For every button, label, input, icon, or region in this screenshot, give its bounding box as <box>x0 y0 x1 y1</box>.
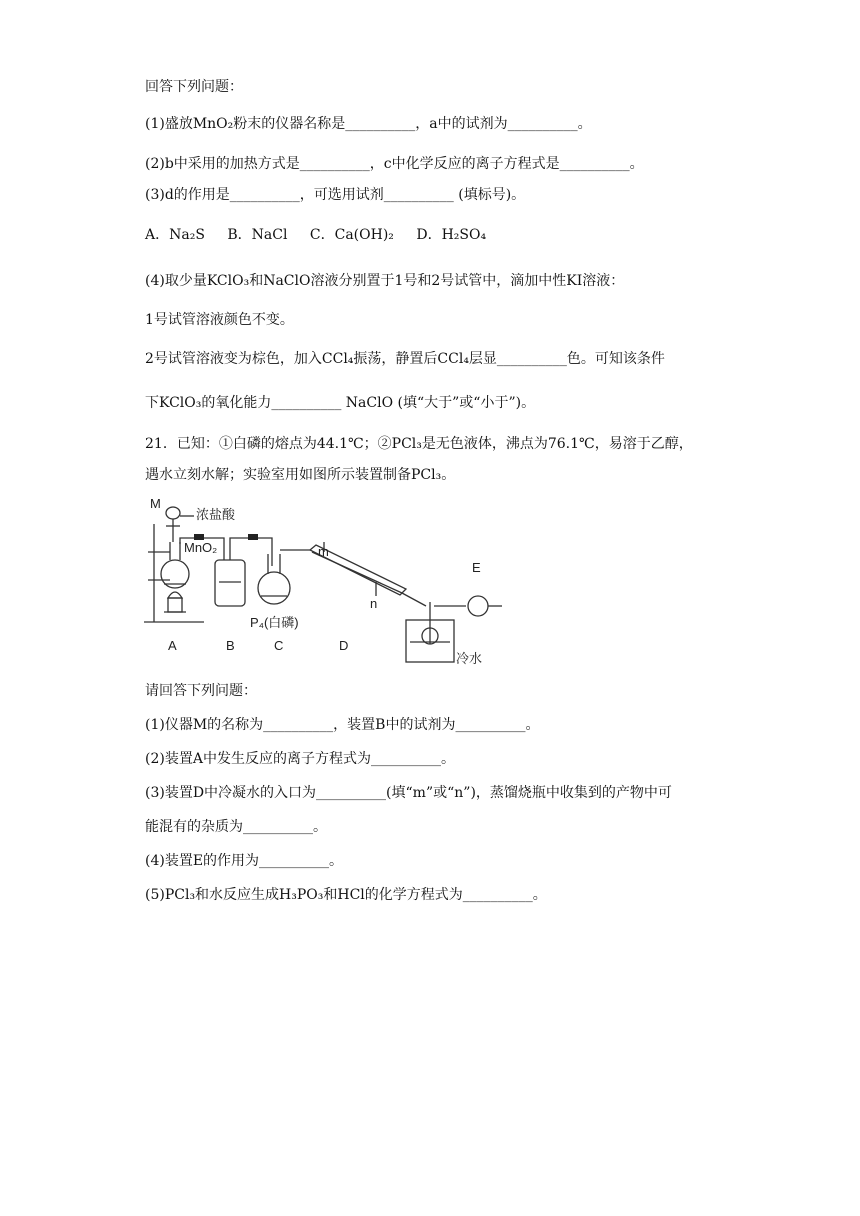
label-c: C <box>274 638 284 653</box>
label-mno2: MnO₂ <box>184 540 218 555</box>
part-2-question-5: (5)PCl₃和水反应生成H₃PO₃和HCl的化学方程式为__________。 <box>145 887 547 903</box>
question-intro: 回答下列问题： <box>145 79 243 95</box>
question-4-tube-2: 2号试管溶液变为棕色，加入CCl₄振荡，静置后CCl₄层显__________色。可知该条件 <box>145 351 665 367</box>
label-m-funnel: M <box>150 496 161 511</box>
part-2-intro: 请回答下列问题： <box>145 683 257 699</box>
question-1: (1)盛放MnO₂粉末的仪器名称是__________，a中的试剂为__________。 <box>145 116 592 132</box>
part-2-question-1: (1)仪器M的名称为__________，装置B中的试剂为__________。 <box>145 717 540 733</box>
label-inlet-m: m <box>318 544 329 559</box>
option-c: C．Ca(OH)₂ <box>309 227 394 243</box>
label-cold-water: 冷水 <box>456 651 483 666</box>
label-d: D <box>339 638 349 653</box>
label-white-phosphorus: P₄(白磷) <box>250 615 299 630</box>
option-d: D．H₂SO₄ <box>416 227 487 243</box>
label-outlet-n: n <box>370 596 378 611</box>
option-b: B．NaCl <box>227 227 288 243</box>
option-a: A．Na₂S <box>145 227 205 243</box>
part-2-question-4: (4)装置E的作用为__________。 <box>145 853 344 869</box>
label-a: A <box>168 638 177 653</box>
question-3: (3)d的作用是__________，可选用试剂__________ (填标号)。 <box>145 187 526 203</box>
question-4: (4)取少量KClO₃和NaClO溶液分别置于1号和2号试管中，滴加中性KI溶液： <box>145 273 625 289</box>
question-4-tube-1: 1号试管溶液颜色不变。 <box>145 312 294 328</box>
label-concentrated-hcl: 浓盐酸 <box>196 507 236 522</box>
label-b: B <box>226 638 235 653</box>
apparatus-diagram <box>140 494 510 674</box>
answer-options <box>145 224 504 244</box>
question-2: (2)b中采用的加热方式是__________，c中化学反应的离子方程式是__________。 <box>145 156 644 172</box>
question-21-line-1: 21．已知：①白磷的熔点为44.1℃；②PCl₃是无色液体，沸点为76.1℃，易溶于乙醇， <box>145 436 693 452</box>
question-21-line-2: 遇水立刻水解；实验室用如图所示装置制备PCl₃。 <box>145 467 456 483</box>
part-2-question-3a: (3)装置D中冷凝水的入口为__________(填“m”或“n”)，蒸馏烧瓶中收集到的产物中可 <box>145 785 672 801</box>
label-e: E <box>472 560 481 575</box>
question-4-conclusion: 下KClO₃的氧化能力__________ NaClO (填“大于”或“小于”)。 <box>145 395 536 411</box>
part-2-question-3b: 能混有的杂质为__________。 <box>145 819 327 835</box>
part-2-question-2: (2)装置A中发生反应的离子方程式为__________。 <box>145 751 455 767</box>
